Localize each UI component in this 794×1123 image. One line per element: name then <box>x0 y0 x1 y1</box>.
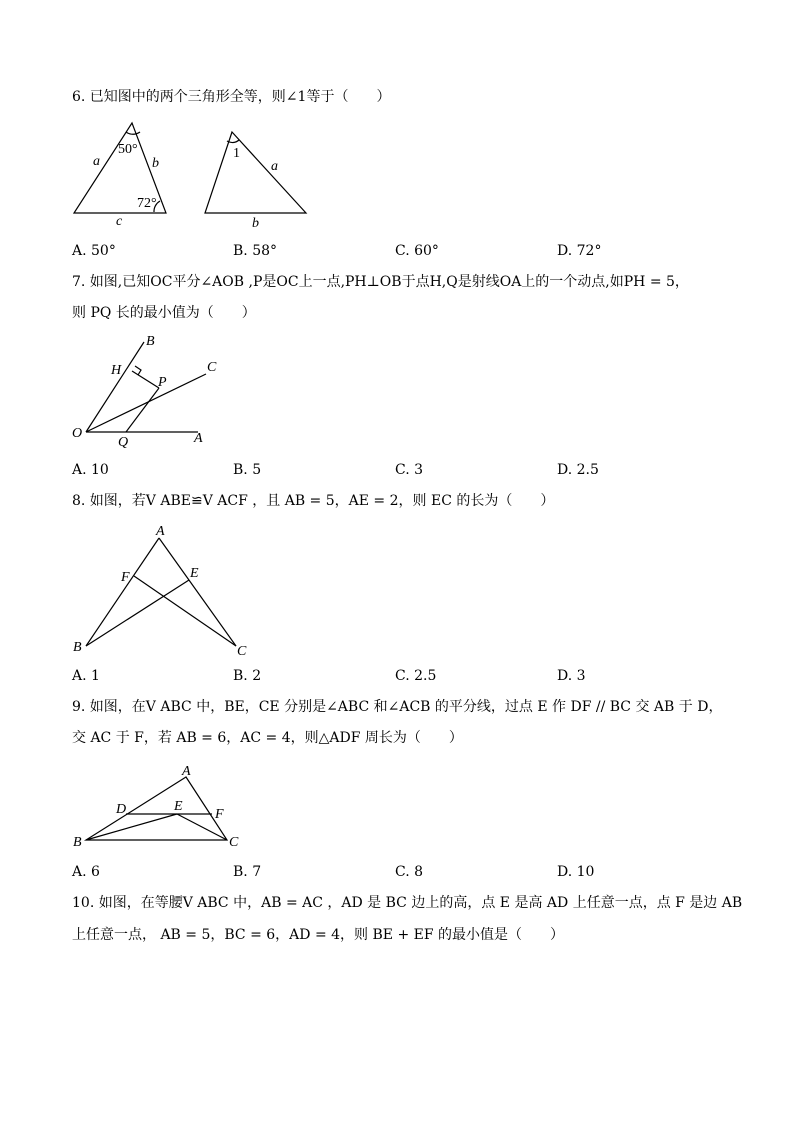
q6-option-d[interactable]: D. 72° <box>557 243 602 259</box>
t1-angle-72: 72° <box>137 196 157 211</box>
segment-PH <box>132 371 159 388</box>
label-D: D <box>116 802 127 817</box>
question-8-text: 8. 如图，若V ABE≌V ACF ，且 AB = 5，AE = 2，则 EC 的长为（ ） <box>72 493 555 509</box>
q8-option-b[interactable]: B. 2 <box>233 668 262 684</box>
q9-option-d[interactable]: D. 10 <box>557 864 595 880</box>
question-10-text-line2: 上任意一点， AB = 5，BC = 6，AD = 4，则 BE + EF 的最小值是（ ） <box>72 927 565 943</box>
question-7-text-line1: 7. 如图,已知OC平分∠AOB ,P是OC上一点,PH⊥OB于点H,Q是射线OA上的一个动点,如PH = 5， <box>72 274 689 290</box>
question-6-text: 6. 已知图中的两个三角形全等，则∠1等于（ ） <box>72 89 391 105</box>
label-E: E <box>174 799 183 814</box>
question-9-text-line2: 交 AC 于 F，若 AB = 6，AC = 4，则△ADF 周长为（ ） <box>72 730 463 746</box>
t1-angle-50: 50° <box>118 142 138 157</box>
question-10-text-line1: 10. 如图，在等腰V ABC 中，AB = AC ，AD 是 BC 边上的高，点 E 是高 AD 上任意一点，点 F 是边 AB <box>72 895 743 911</box>
triangle-2 <box>205 132 306 213</box>
label-C: C <box>237 644 247 659</box>
segment-AB <box>86 538 159 646</box>
q8-option-a[interactable]: A. 1 <box>72 668 100 684</box>
q6-option-c[interactable]: C. 60° <box>395 243 439 259</box>
q8-option-c[interactable]: C. 2.5 <box>395 668 437 684</box>
label-B: B <box>73 835 82 850</box>
t2-angle-1: 1 <box>233 146 240 161</box>
label-F: F <box>215 807 224 822</box>
t1-side-c: c <box>116 214 123 229</box>
q7-option-d[interactable]: D. 2.5 <box>557 462 599 478</box>
q9-option-a[interactable]: A. 6 <box>72 864 100 880</box>
q6-option-a[interactable]: A. 50° <box>72 243 116 259</box>
label-A: A <box>194 431 203 446</box>
q7-option-b[interactable]: B. 5 <box>233 462 262 478</box>
question-6-figure <box>60 115 330 233</box>
q8-option-d[interactable]: D. 3 <box>557 668 586 684</box>
label-Q: Q <box>118 435 129 448</box>
q7-option-c[interactable]: C. 3 <box>395 462 424 478</box>
label-O: O <box>72 426 83 441</box>
label-F: F <box>121 570 130 585</box>
q9-option-b[interactable]: B. 7 <box>233 864 262 880</box>
q9-option-c[interactable]: C. 8 <box>395 864 424 880</box>
t2-side-b: b <box>252 216 259 231</box>
q7-option-a[interactable]: A. 10 <box>72 462 109 478</box>
label-B: B <box>146 334 155 349</box>
segment-BE <box>86 580 189 646</box>
t1-side-b: b <box>152 156 159 171</box>
question-9-text-line1: 9. 如图，在V ABC 中，BE，CE 分别是∠ABC 和∠ACB 的平分线，过点 E 作 DF // BC 交 AB 于 D， <box>72 699 723 715</box>
q6-option-b[interactable]: B. 58° <box>233 243 278 259</box>
label-P: P <box>158 375 167 390</box>
segment-BE <box>86 814 177 840</box>
label-C: C <box>229 835 239 850</box>
segment-FC <box>134 576 236 646</box>
t2-side-a: a <box>271 159 278 174</box>
question-8-figure <box>64 518 264 660</box>
question-7-text-line2: 则 PQ 长的最小值为（ ） <box>72 305 256 321</box>
label-E: E <box>190 566 199 581</box>
question-7-figure <box>64 330 224 448</box>
question-9-figure <box>64 760 254 852</box>
label-B: B <box>73 640 82 655</box>
t1-side-a: a <box>93 154 100 169</box>
angle-mark-50 <box>126 132 140 134</box>
label-C: C <box>207 360 217 375</box>
label-A: A <box>156 524 165 539</box>
triangle-ABC <box>86 777 227 840</box>
label-H: H <box>111 363 122 378</box>
label-A: A <box>182 764 191 779</box>
